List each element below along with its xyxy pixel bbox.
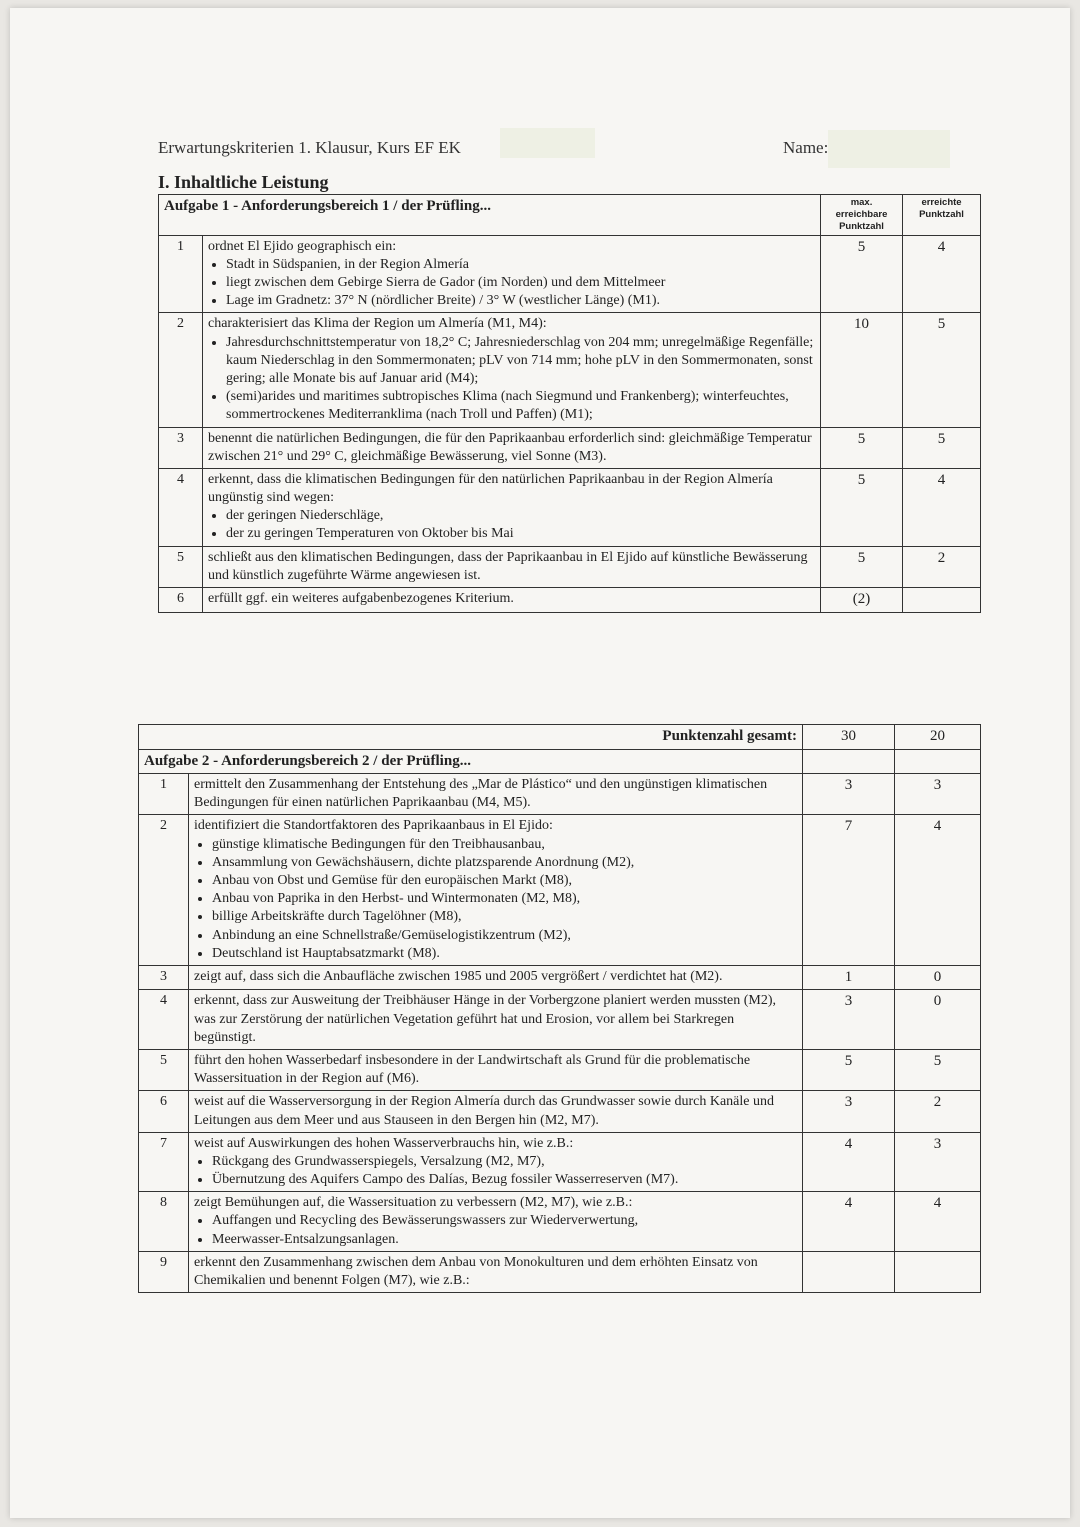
criterion-description (203, 546, 821, 587)
criterion-text: zeigt auf, dass sich die Anbaufläche zwischen 1985 und 2005 vergrößert / verdichtet hat (M2). (194, 968, 723, 984)
max-points: 5 (821, 468, 903, 546)
criterion-description (189, 1091, 803, 1132)
max-points: 5 (821, 235, 903, 313)
criterion-row (139, 1132, 981, 1192)
criterion-number: 2 (139, 815, 189, 966)
max-points: 5 (803, 1049, 895, 1090)
max-points: 1 (803, 965, 895, 990)
task2-heading: Aufgabe 2 - Anforderungsbereich 2 / der Prüfling... (139, 749, 803, 774)
criterion-description (203, 588, 821, 613)
max-points: 3 (803, 1091, 895, 1132)
criterion-row (159, 427, 981, 468)
criterion-description (189, 1251, 803, 1292)
criterion-text: benennt die natürlichen Bedingungen, die für den Paprikaanbau erforderlich sind: gleichmäßige Temperatur zwischen 21° und 29° C, gleichmäßige Bewässerung, viel Sonne (M3). (208, 430, 812, 464)
achieved-points: 0 (895, 990, 981, 1050)
task1-total-max: 30 (803, 725, 895, 750)
achieved-points: 3 (895, 1132, 981, 1192)
achieved-points: 5 (903, 313, 981, 427)
achieved-points: 4 (895, 1192, 981, 1252)
criterion-number: 6 (159, 588, 203, 613)
criterion-description (189, 1192, 803, 1252)
task1-total-achieved: 20 (895, 725, 981, 750)
criterion-text: erkennt, dass zur Ausweitung der Treibhäuser Hänge in der Vorbergzone planiert werden mussten (M2), was zur Zerstörung der natürlichen Vegetation geführt hat und Erosion, vor allem bei Starkregen begünstigt. (194, 993, 777, 1045)
criterion-bullet: • Anbau von Obst und Gemüse für den europäischen Markt (M8), (212, 872, 797, 890)
achieved-points: 2 (903, 546, 981, 587)
criterion-description (189, 990, 803, 1050)
criterion-number: 9 (139, 1251, 189, 1292)
max-points (803, 1251, 895, 1292)
achieved-points: 3 (895, 774, 981, 815)
criterion-bullet: • billige Arbeitskräfte durch Tagelöhner (M8), (212, 908, 797, 926)
criterion-text: weist auf Auswirkungen des hohen Wasserverbrauchs hin, wie z.B.: (194, 1135, 574, 1151)
empty-cell (803, 749, 895, 774)
achieved-points: 2 (895, 1091, 981, 1132)
section-title: I. Inhaltliche Leistung (158, 172, 329, 192)
criterion-bullet: • Auffangen und Recycling des Bewässerungswassers zur Wiederverwertung, (212, 1212, 797, 1230)
achieved-points (903, 588, 981, 613)
criterion-description (203, 235, 821, 313)
criterion-bullet: • Anbindung an eine Schnellstraße/Gemüselogistikzentrum (M2), (212, 927, 797, 945)
criterion-row (139, 815, 981, 966)
criterion-row (139, 1251, 981, 1292)
document-sheet (10, 8, 1070, 1518)
criterion-bullet: • günstige klimatische Bedingungen für den Treibhausanbau, (212, 836, 797, 854)
criterion-number: 4 (159, 468, 203, 546)
criterion-row (159, 468, 981, 546)
max-points: 3 (803, 774, 895, 815)
criterion-text: schließt aus den klimatischen Bedingungen, dass der Paprikaanbau in El Ejido auf künstliche Bewässerung und künstlich zugeführte Wärme angewiesen ist. (208, 549, 808, 583)
criterion-row (159, 235, 981, 313)
max-points: 3 (803, 990, 895, 1050)
criterion-row (159, 546, 981, 587)
task1-heading: Aufgabe 1 - Anforderungsbereich 1 / der Prüfling... (159, 195, 821, 236)
criterion-row (139, 1049, 981, 1090)
criterion-description (189, 1132, 803, 1192)
criterion-number: 7 (139, 1132, 189, 1192)
criterion-text: zeigt Bemühungen auf, die Wassersituation zu verbessern (M2, M7), wie z.B.: (194, 1195, 633, 1211)
criterion-number: 5 (159, 546, 203, 587)
criterion-row (139, 1091, 981, 1132)
achieved-points: 4 (895, 815, 981, 966)
criterion-bullet: • Anbau von Paprika in den Herbst- und Wintermonaten (M2, M8), (212, 890, 797, 908)
max-points: 5 (821, 427, 903, 468)
criterion-bullets (194, 1212, 797, 1248)
criterion-bullet: • liegt zwischen dem Gebirge Sierra de Gador (im Norden) und dem Mittelmeer (226, 274, 815, 292)
criterion-text: identifiziert die Standortfaktoren des Paprikaanbaus in El Ejido: (194, 818, 553, 834)
achieved-points: 4 (903, 235, 981, 313)
criterion-number: 1 (139, 774, 189, 815)
criterion-bullet: • der geringen Niederschläge, (226, 507, 815, 525)
criterion-bullet: • Ansammlung von Gewächshäusern, dichte platzsparende Anordnung (M2), (212, 854, 797, 872)
criterion-bullet: • Übernutzung des Aquifers Campo des Dalías, Bezug fossiler Wasserreserven (M7). (212, 1171, 797, 1189)
criterion-text: führt den hohen Wasserbedarf insbesondere in der Landwirtschaft als Grund für die problematische Wassersituation in der Region auf (M6). (194, 1052, 751, 1087)
criterion-bullets (208, 334, 815, 425)
criterion-row (139, 1192, 981, 1252)
criterion-bullets (208, 507, 815, 543)
criterion-bullet: • Lage im Gradnetz: 37° N (nördlicher Breite) / 3° W (westlicher Länge) (M1). (226, 292, 815, 310)
criterion-bullets (194, 1153, 797, 1189)
criterion-description (203, 468, 821, 546)
max-points: 10 (821, 313, 903, 427)
criterion-number: 5 (139, 1049, 189, 1090)
task1-header-row (159, 195, 981, 236)
criterion-bullet: • (semi)arides und maritimes subtropisches Klima (nach Siegmund und Frankenberg); winterfeuchtes, sommertrockenes Mediterranklima (nach Troll und Paffen) (M1); (226, 388, 815, 424)
document-title: Erwartungskriterien 1. Klausur, Kurs EF EK (158, 138, 461, 157)
criterion-description (203, 427, 821, 468)
criterion-description (189, 815, 803, 966)
task2-table (138, 724, 981, 1293)
achieved-points: 5 (895, 1049, 981, 1090)
max-points: 4 (803, 1132, 895, 1192)
criterion-bullets (208, 256, 815, 311)
criterion-row (159, 588, 981, 613)
criterion-bullet: • Jahresdurchschnittstemperatur von 18,2° C; Jahresniederschlag von 204 mm; unregelmäßige Regenfälle; kaum Niederschlag in den Sommermonaten; pLV von 714 mm; hohe pLV in den Sommermonaten, sonst gering; alle Monate bis auf Januar arid (M4); (226, 334, 815, 389)
criterion-row (139, 990, 981, 1050)
criterion-number: 6 (139, 1091, 189, 1132)
criterion-description (189, 965, 803, 990)
redacted-course (500, 128, 595, 158)
redacted-name (828, 130, 950, 168)
criterion-number: 2 (159, 313, 203, 427)
task2-header-row (139, 749, 981, 774)
criterion-bullet: • der zu geringen Temperaturen von Oktober bis Mai (226, 525, 815, 543)
max-points-header: max. erreichbare Punktzahl (821, 195, 903, 236)
criterion-number: 3 (159, 427, 203, 468)
criterion-text: weist auf die Wasserversorgung in der Region Almería durch das Grundwasser sowie durch Kanäle und Leitungen aus dem Meer und aus Stauseen in den Bergen hin (M2, M7). (194, 1094, 774, 1128)
criterion-text: erkennt, dass die klimatischen Bedingungen für den natürlichen Paprikaanbau in der Region Almería ungünstig sind wegen: (208, 471, 773, 506)
max-points: (2) (821, 588, 903, 613)
criterion-bullet: • Rückgang des Grundwasserspiegels, Versalzung (M2, M7), (212, 1153, 797, 1171)
achieved-points: 4 (903, 468, 981, 546)
achieved-points: 5 (903, 427, 981, 468)
criterion-bullet: • Deutschland ist Hauptabsatzmarkt (M8). (212, 945, 797, 963)
name-label: Name: (783, 138, 829, 157)
criterion-description (203, 313, 821, 427)
max-points: 7 (803, 815, 895, 966)
task1-table (158, 194, 981, 613)
criterion-text: charakterisiert das Klima der Region um Almería (M1, M4): (208, 316, 547, 332)
criterion-number: 8 (139, 1192, 189, 1252)
max-points: 5 (821, 546, 903, 587)
criterion-row (139, 965, 981, 990)
criterion-number: 1 (159, 235, 203, 313)
criterion-text: ordnet El Ejido geographisch ein: (208, 238, 397, 254)
task1-total-label: Punktenzahl gesamt: (139, 725, 803, 750)
criterion-number: 4 (139, 990, 189, 1050)
criterion-bullets (194, 836, 797, 963)
achieved-points: 0 (895, 965, 981, 990)
max-points: 4 (803, 1192, 895, 1252)
criterion-description (189, 1049, 803, 1090)
task1-total-row (139, 725, 981, 750)
criterion-text: erfüllt ggf. ein weiteres aufgabenbezogenes Kriterium. (208, 591, 514, 606)
criterion-bullet: • Stadt in Südspanien, in der Region Almería (226, 256, 815, 274)
achieved-points-header: erreichte Punktzahl (903, 195, 981, 236)
criterion-text: erkennt den Zusammenhang zwischen dem Anbau von Monokulturen und dem erhöhten Einsatz von Chemikalien und benennt Folgen (M7), wie z.B.: (194, 1254, 758, 1288)
criterion-text: ermittelt den Zusammenhang der Entstehung des „Mar de Plástico“ und den ungünstigen klimatischen Bedingungen für einen natürlichen Paprikaanbau (M4, M5). (194, 777, 768, 811)
empty-cell (895, 749, 981, 774)
criterion-row (159, 313, 981, 427)
criterion-number: 3 (139, 965, 189, 990)
achieved-points (895, 1251, 981, 1292)
criterion-row (139, 774, 981, 815)
criterion-description (189, 774, 803, 815)
criterion-bullet: • Meerwasser-Entsalzungsanlagen. (212, 1231, 797, 1249)
